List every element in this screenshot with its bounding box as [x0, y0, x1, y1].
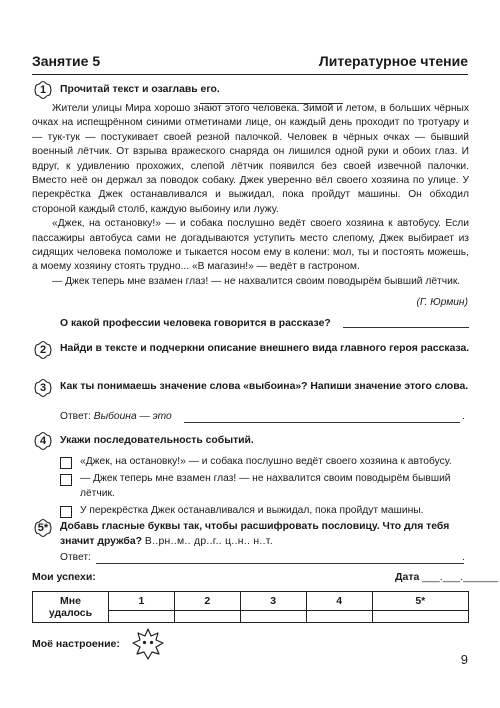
mood-face-icon[interactable]: [131, 627, 165, 661]
task-2-title: Найди в тексте и подчеркни описание внешнего вида главного героя рассказа.: [60, 343, 470, 354]
proverb-cipher: В..рн..м.. др..г.. ц..н.. н..т.: [144, 536, 273, 547]
task-3-answer: Ответ: Выбоина — это: [60, 411, 172, 422]
success-cell[interactable]: [240, 611, 306, 623]
success-cell[interactable]: [372, 611, 468, 623]
lesson-title: Занятие 5: [32, 53, 101, 69]
sequence-item: «Джек, на остановку!» — и собака послушно ведёт своего хозяина к автобусу.: [60, 455, 470, 469]
profession-answer-line[interactable]: [343, 327, 469, 328]
task-3-answer-line[interactable]: [184, 422, 460, 423]
task-number-3: 3: [33, 378, 53, 398]
success-cell[interactable]: [109, 611, 175, 623]
task-1-title: Прочитай текст и озаглавь его.: [60, 84, 220, 95]
subject-title: Литературное чтение: [318, 53, 468, 69]
task-3-title: Как ты понимаешь значение слова «выбоина»? Напиши значение этого слова.: [60, 381, 469, 392]
success-column-header: 5*: [372, 592, 468, 611]
story-paragraph-3: — Джек теперь мне взамен глаз! — не нахвалится своим поводырём бывший лётчик.: [52, 275, 461, 287]
order-checkbox[interactable]: [60, 506, 72, 518]
date-field[interactable]: Дата ___.___.______: [395, 571, 499, 583]
success-table: [32, 591, 469, 623]
task-number-2: 2: [33, 340, 53, 360]
success-cell[interactable]: [306, 611, 372, 623]
order-checkbox[interactable]: [60, 474, 72, 486]
success-title: Мои успехи:: [32, 571, 96, 583]
task-number-1: 1: [33, 80, 53, 100]
task-5-answer-label: Ответ:: [60, 552, 91, 563]
mood-label: Моё настроение:: [32, 638, 120, 650]
success-cell[interactable]: [174, 611, 240, 623]
success-column-header: 3: [240, 592, 306, 611]
task-number-5: 5*: [33, 518, 53, 538]
profession-question: О какой профессии человека говорится в рассказе?: [60, 318, 331, 329]
header-divider: [32, 74, 468, 75]
story-text: [32, 102, 469, 289]
page-number: 9: [460, 652, 468, 667]
sequence-list: [60, 455, 470, 522]
success-column-header: 4: [306, 592, 372, 611]
task-5-answer-line[interactable]: [96, 563, 464, 564]
sequence-item: — Джек теперь мне взамен глаз! — не нахвалится своим поводырём бывший лётчик.: [60, 472, 470, 501]
answer-period: .: [462, 411, 465, 422]
order-checkbox[interactable]: [60, 457, 72, 469]
task-number-4: 4: [33, 431, 53, 451]
task-4-title: Укажи последовательность событий.: [60, 435, 254, 446]
success-row-label: Мне удалось: [33, 592, 109, 623]
story-paragraph-1: Жители улицы Мира хорошо знают этого человека. Зимой и летом, в больших чёрных очках на испещрённом синими отметинами лице, он каждый день проходит по тротуару и — тук-тук — постукивает своей резной палочкой. Человек в чёрных очках — бывший военный лётчик. От взрыва вражеского снаряда он лишился одной руки и обоих глаз. И вдруг, к удивлению прохожих, слепой лётчик появился без своей извечной палочки. Вместо неё он держал за поводок собаку. Джек уверенно вёл своего хозяина по улице. У перекрёстка Джек останавливался и выжидал, пока пройдут машины. Он обходил стороной каждый столб, каждую выбоину или лужу.: [32, 103, 469, 215]
story-paragraph-2: «Джек, на остановку!» — и собака послушно ведёт своего хозяина к автобусу. Если пассажиры автобуса сами не догадываются уступить место слепому, Джек выбирает из сидящих человека помоложе и тыкается носом ему в колени: мол, ты и постоять можешь, а моему хозяину стоять трудно... «В магазин!» — ведёт в гастроном.: [32, 218, 469, 273]
answer-period: .: [462, 552, 465, 563]
sequence-item: У перекрёстка Джек останавливался и выжидал, пока пройдут машины.: [60, 504, 470, 518]
success-column-header: 1: [109, 592, 175, 611]
task-5-title: Добавь гласные буквы так, чтобы расшифровать пословицу. Что для тебя значит дружба? В..рн..м.. др..г.. ц..н.. н..т.: [60, 521, 450, 547]
success-column-header: 2: [174, 592, 240, 611]
page-header: [32, 53, 468, 73]
story-author: (Г. Юрмин): [416, 297, 468, 308]
